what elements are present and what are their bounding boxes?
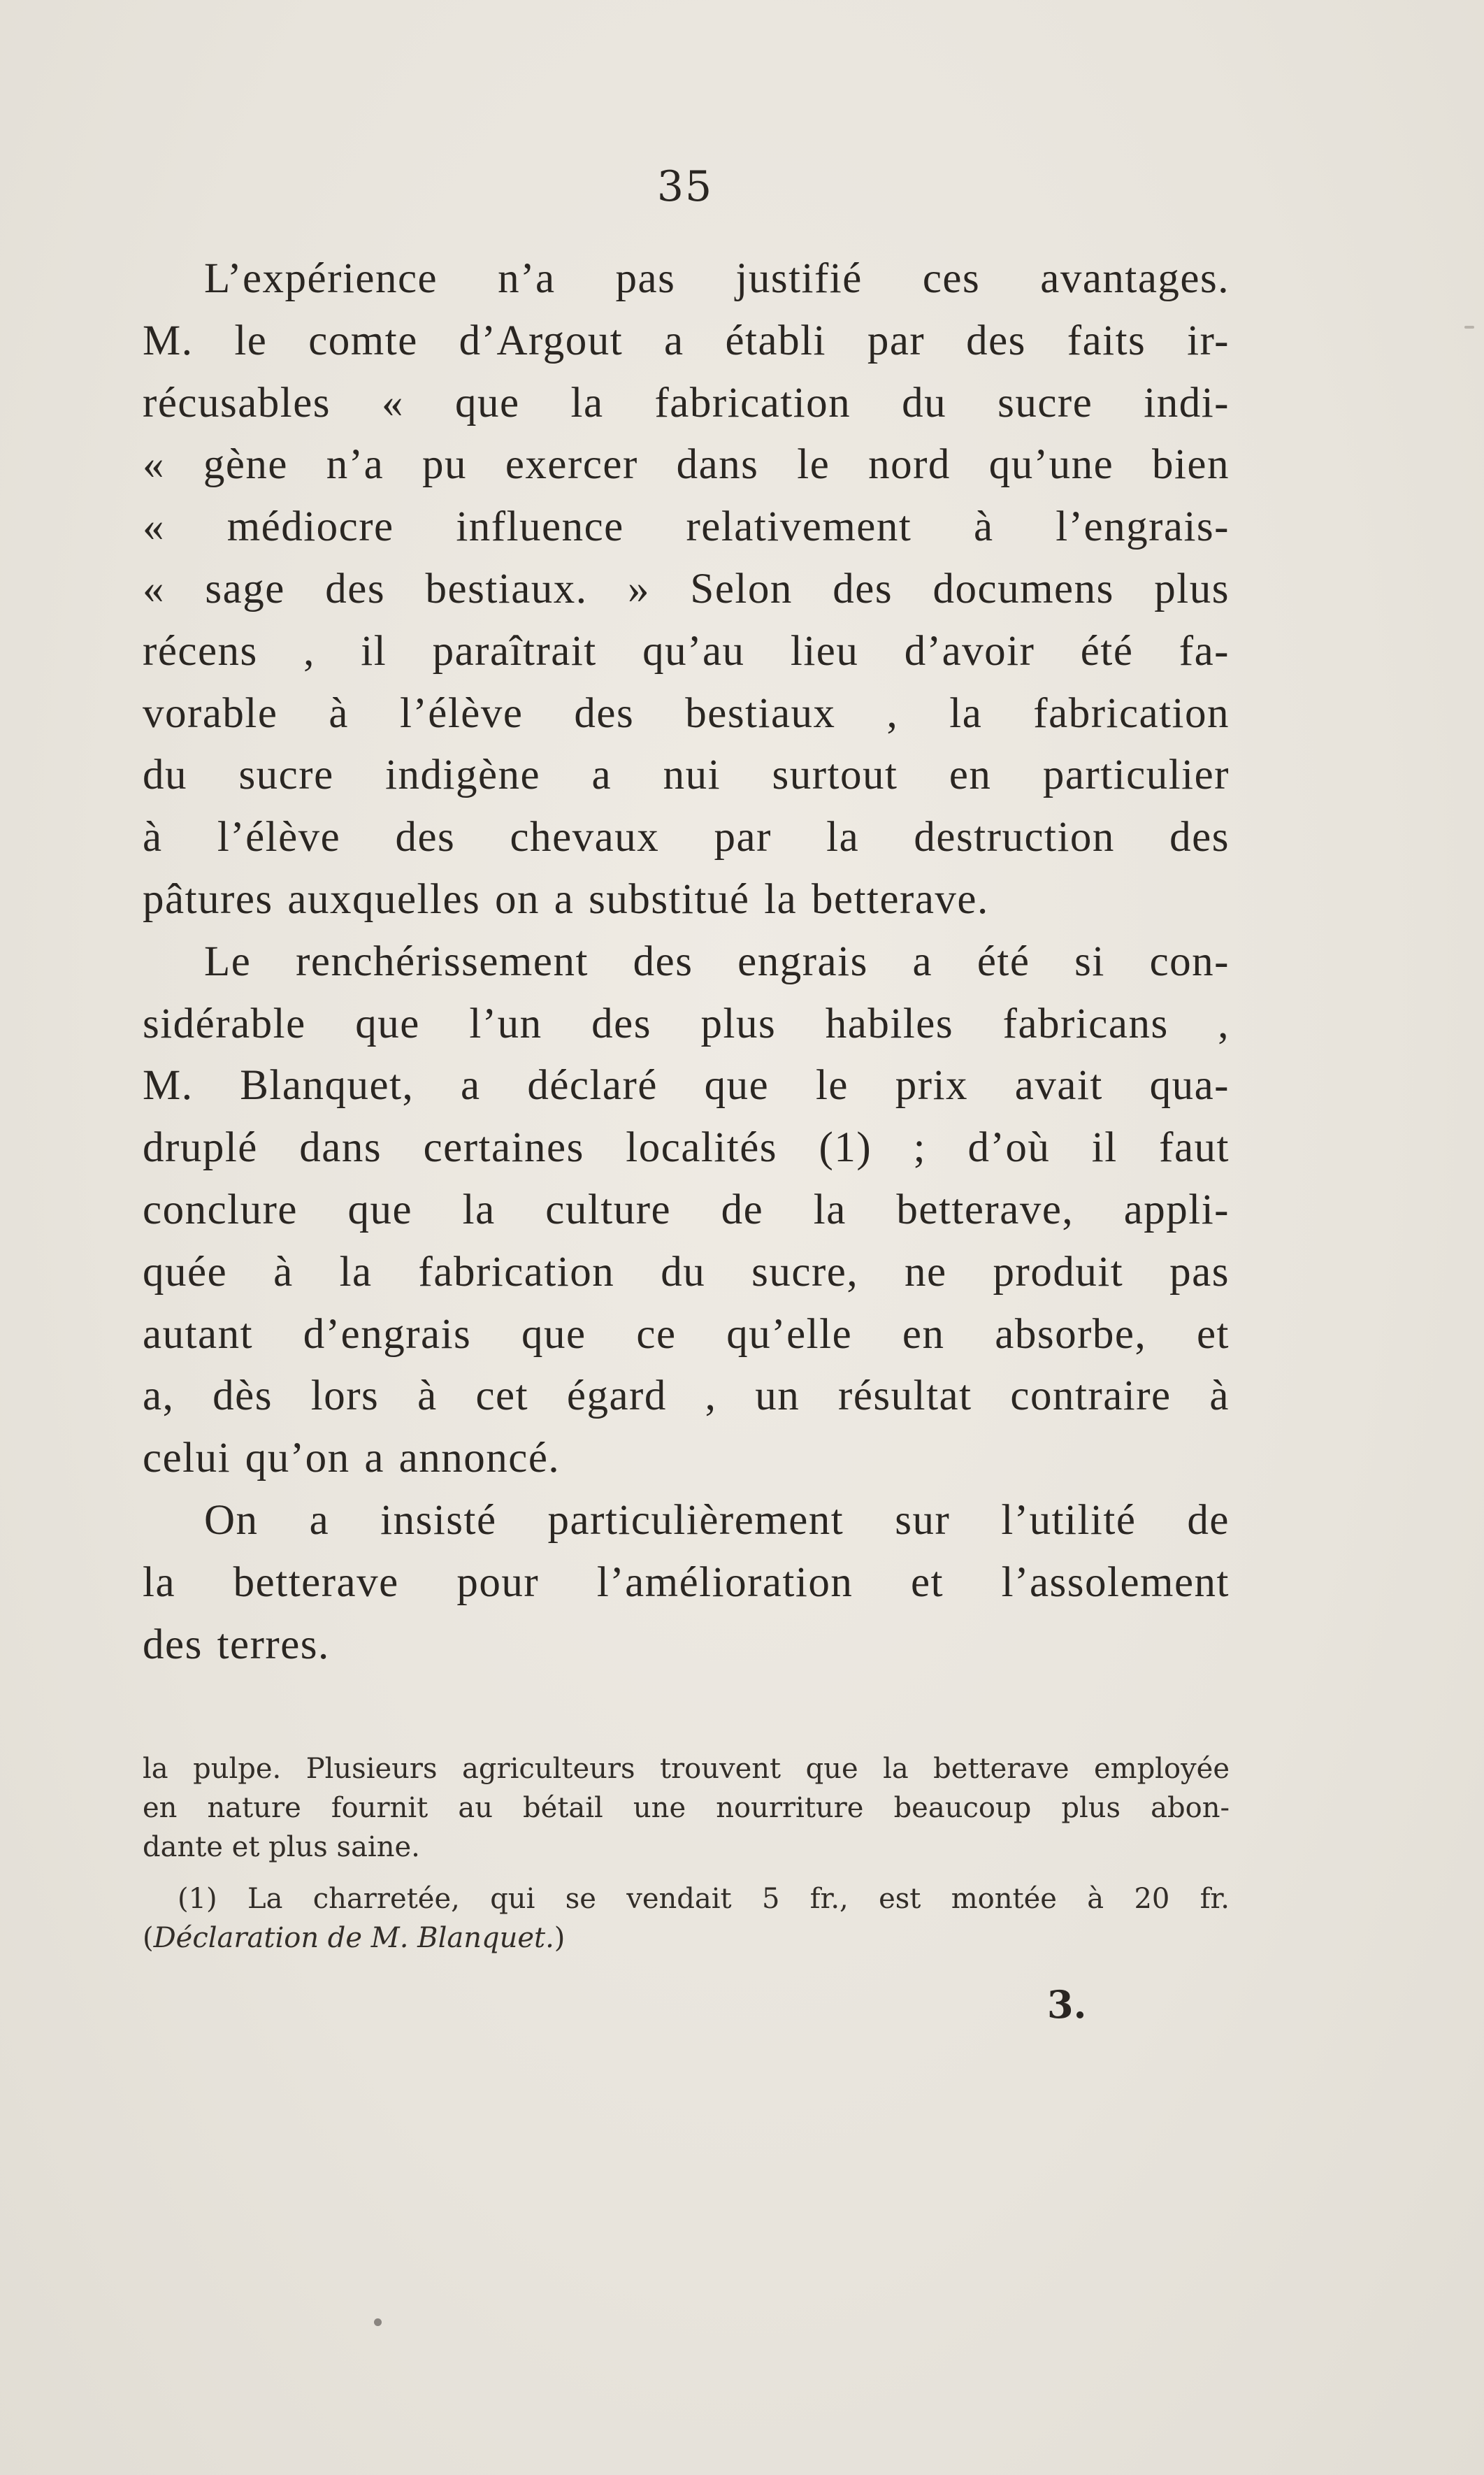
signature-mark: 3.	[1047, 1982, 1087, 2027]
footnotes	[143, 1749, 1230, 1958]
body-line: récusables « que la fabrication du sucre indi-	[143, 379, 1230, 426]
footnote-line: en nature fournit au bétail une nourriture beaucoup plus abon-	[143, 1792, 1230, 1824]
body-line: « gène n’a pu exercer dans le nord qu’une bien	[143, 441, 1230, 489]
footnote-line: dante et plus saine.	[143, 1831, 420, 1863]
body-line: du sucre indigène a nui surtout en particulier	[143, 752, 1230, 799]
citation-paren-open: (	[143, 1922, 154, 1954]
body-line: On a insisté particulièrement sur l’utilité de	[204, 1496, 1230, 1544]
body-line: Le renchérissement des engrais a été si con-	[204, 938, 1230, 985]
footnote-line: la pulpe. Plusieurs agriculteurs trouvent que la betterave employée	[143, 1753, 1230, 1785]
body-line: a, dès lors à cet égard , un résultat contraire à	[143, 1372, 1230, 1420]
body-line: quée à la fabrication du sucre, ne produit pas	[143, 1248, 1230, 1296]
footnote-1-line: (1) La charretée, qui se vendait 5 fr., est montée à 20 fr.	[178, 1883, 1230, 1915]
citation-italic: Déclaration de M. Blanquet.	[153, 1922, 554, 1954]
body-line: pâtures auxquelles on a substitué la betterave.	[143, 875, 989, 923]
paper-speck	[1464, 326, 1474, 329]
body-line: L’expérience n’a pas justifié ces avantages.	[204, 255, 1230, 302]
citation-paren-close: )	[554, 1922, 565, 1954]
body-line: « sage des bestiaux. » Selon des documens plus	[143, 565, 1230, 612]
body-line: M. le comte d’Argout a établi par des faits ir-	[143, 317, 1230, 364]
body-line: autant d’engrais que ce qu’elle en absorbe, et	[143, 1310, 1230, 1358]
body-line: la betterave pour l’amélioration et l’assolement	[143, 1558, 1230, 1606]
body-line: vorable à l’élève des bestiaux , la fabrication	[143, 689, 1230, 737]
body-line: « médiocre influence relativement à l’engrais-	[143, 503, 1230, 551]
body-line: celui qu’on a annoncé.	[143, 1435, 561, 1482]
footnote-1-citation	[143, 1918, 1230, 1958]
body-line: sidérable que l’un des plus habiles fabricans ,	[143, 1000, 1230, 1047]
body-line: récens , il paraîtrait qu’au lieu d’avoir été fa-	[143, 627, 1230, 675]
paper-speck	[374, 2318, 382, 2326]
body-text	[143, 248, 1230, 1676]
body-line: des terres.	[143, 1621, 330, 1668]
body-line: druplé dans certaines localités (1) ; d’où il faut	[143, 1124, 1230, 1172]
body-line: à l’élève des chevaux par la destruction des	[143, 814, 1230, 861]
page-number: 35	[656, 162, 714, 211]
body-line: M. Blanquet, a déclaré que le prix avait qua-	[143, 1062, 1230, 1110]
body-line: conclure que la culture de la betterave, appli-	[143, 1186, 1230, 1233]
